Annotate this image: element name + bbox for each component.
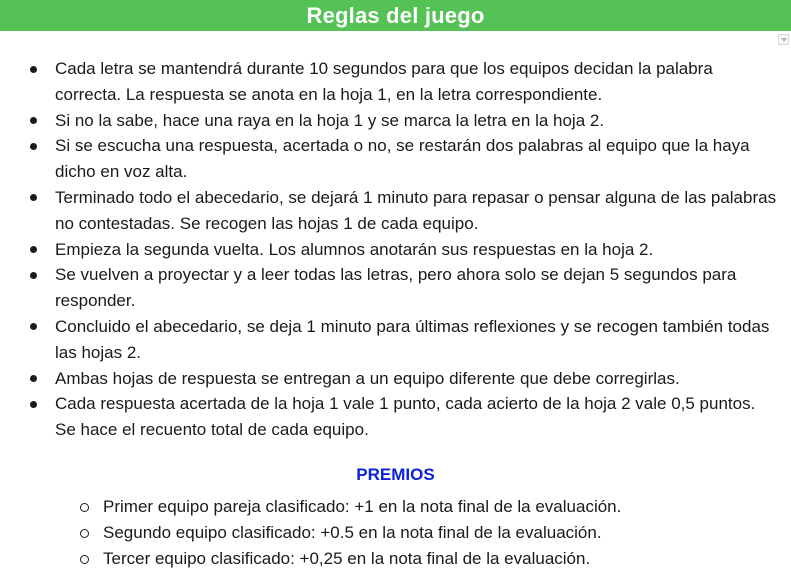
rule-text: Empieza la segunda vuelta. Los alumnos anotarán sus respuestas en la hoja 2. (55, 239, 654, 259)
scroll-down-icon[interactable] (778, 34, 789, 45)
rule-item (0, 366, 791, 392)
rule-item (0, 108, 791, 134)
prize-item (0, 494, 791, 520)
prize-text: Tercer equipo clasificado: +0,25 en la nota final de la evaluación. (103, 549, 591, 568)
prizes-list (0, 494, 791, 572)
rule-text: Ambas hojas de respuesta se entregan a un equipo diferente que debe corregirlas. (55, 368, 680, 388)
rule-item (0, 262, 791, 314)
circle-bullet-icon (80, 503, 89, 512)
circle-bullet-icon (80, 529, 89, 538)
rule-item (0, 56, 791, 108)
rule-item (0, 391, 791, 443)
bullet-icon (30, 246, 37, 253)
circle-bullet-icon (80, 555, 89, 564)
bullet-icon (30, 401, 37, 408)
prize-item (0, 546, 791, 572)
bullet-icon (30, 323, 37, 330)
rule-item (0, 185, 791, 237)
page-title: Reglas del juego (306, 3, 485, 28)
rules-list (0, 56, 791, 443)
bullet-icon (30, 143, 37, 150)
prize-item (0, 520, 791, 546)
bullet-icon (30, 272, 37, 279)
prize-text: Primer equipo pareja clasificado: +1 en la nota final de la evaluación. (103, 497, 622, 516)
rule-item (0, 314, 791, 366)
bullet-icon (30, 117, 37, 124)
rule-item (0, 133, 791, 185)
prize-text: Segundo equipo clasificado: +0.5 en la nota final de la evaluación. (103, 523, 602, 542)
bullet-icon (30, 66, 37, 73)
bullet-icon (30, 194, 37, 201)
title-bar (0, 0, 791, 31)
rule-text: Cada letra se mantendrá durante 10 segundos para que los equipos decidan la palabra correcta. La respuesta se anota en la hoja 1, en la letra correspondiente. (55, 59, 713, 104)
rule-text: Concluido el abecedario, se deja 1 minuto para últimas reflexiones y se recogen también todas las hojas 2. (55, 316, 770, 362)
rule-text: Se vuelven a proyectar y a leer todas las letras, pero ahora solo se dejan 5 segundos para responder. (55, 265, 737, 311)
bullet-icon (30, 375, 37, 382)
rule-item (0, 237, 791, 263)
rule-text: Si no la sabe, hace una raya en la hoja 1 y se marca la letra en la hoja 2. (55, 110, 605, 130)
rule-text: Terminado todo el abecedario, se dejará 1 minuto para repasar o pensar alguna de las palabras no contestadas. Se recogen las hojas 1 de cada equipo. (55, 187, 777, 233)
rule-text: Si se escucha una respuesta, acertada o no, se restarán dos palabras al equipo que la haya dicho en voz alta. (55, 136, 750, 182)
rule-text: Cada respuesta acertada de la hoja 1 vale 1 punto, cada acierto de la hoja 2 vale 0,5 puntos. Se hace el recuento total de cada equipo. (55, 394, 756, 440)
prizes-heading: PREMIOS (356, 465, 435, 484)
